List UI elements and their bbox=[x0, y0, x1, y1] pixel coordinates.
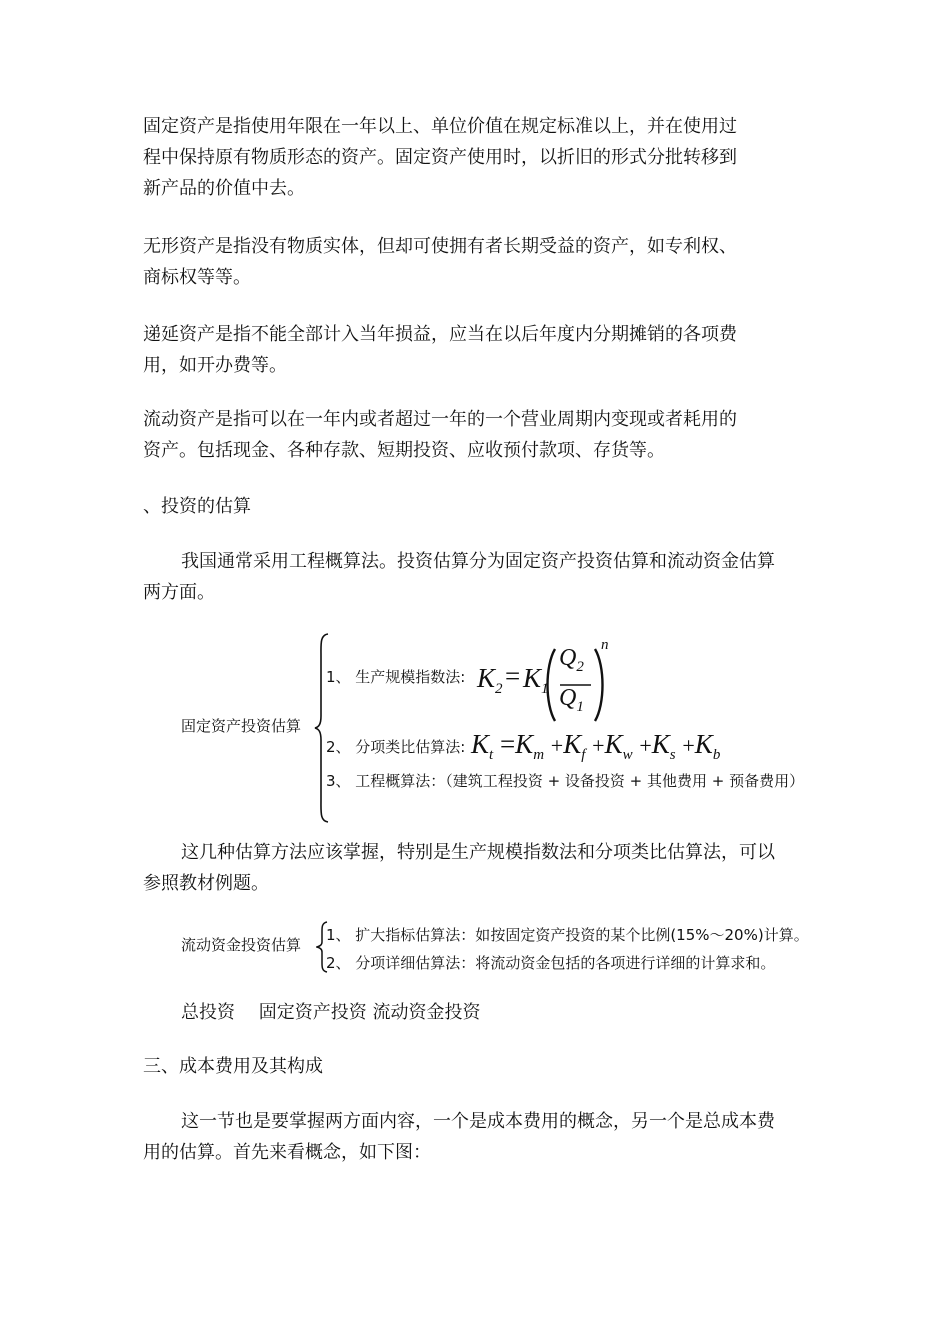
section-heading: 、投资的估算 bbox=[143, 496, 251, 517]
paragraph-line: 程中保持原有物质形态的资产。固定资产使用时，以折旧的形式分批转移到 bbox=[143, 147, 737, 168]
paragraph-line: 固定资产是指使用年限在一年以上、单位价值在规定标准以上，并在使用过 bbox=[143, 116, 737, 137]
total-investment-line: 总投资 固定资产投资 流动资金投资 bbox=[181, 1002, 481, 1023]
method-item-3: 3、 工程概算法：（建筑工程投资 + 设备投资 + 其他费用 + 预备费用） bbox=[326, 772, 805, 790]
section-heading: 三、成本费用及其构成 bbox=[143, 1056, 323, 1077]
paragraph-line: 我国通常采用工程概算法。投资估算分为固定资产投资估算和流动资金估算 bbox=[181, 551, 775, 572]
paragraph-line: 这几种估算方法应该掌握，特别是生产规模指数法和分项类比估算法，可以 bbox=[181, 842, 775, 863]
paragraph-line: 无形资产是指没有物质实体，但却可使拥有者长期受益的资产，如专利权、 bbox=[143, 236, 737, 257]
formula-q1: $Q_1$ bbox=[559, 685, 584, 715]
itemized-formula: $K_t =K_m +K_f +K_w +K_s +K_b$ bbox=[471, 729, 721, 763]
paragraph-line: 商标权等等。 bbox=[143, 267, 251, 288]
paragraph-line: 两方面。 bbox=[143, 582, 215, 603]
paragraph-line: 递延资产是指不能全部计入当年损益，应当在以后年度内分期摊销的各项费 bbox=[143, 324, 737, 345]
diagram-label: 流动资金投资估算 bbox=[181, 936, 302, 954]
formula-k2: $K_2$ bbox=[477, 663, 503, 697]
method-item-1: 1、 生产规模指数法: bbox=[326, 668, 466, 686]
formula-equals: = bbox=[505, 661, 521, 691]
paragraph-line: 用，如开办费等。 bbox=[143, 355, 287, 376]
paragraph-line: 资产。包括现金、各种存款、短期投资、应收预付款项、存货等。 bbox=[143, 440, 665, 461]
paragraph-line: 参照教材例题。 bbox=[143, 873, 269, 894]
diagram-label: 固定资产投资估算 bbox=[181, 717, 302, 735]
method-item-2: 2、 分项类比估算法: bbox=[326, 738, 466, 756]
left-brace-icon bbox=[314, 632, 330, 824]
paragraph-line: 流动资产是指可以在一年内或者超过一年的一个营业周期内变现或者耗用的 bbox=[143, 409, 737, 430]
paragraph-line: 用的估算。首先来看概念，如下图： bbox=[143, 1142, 431, 1163]
formula-k1: $K_1$ bbox=[523, 663, 549, 697]
formula-q2: $Q_2$ bbox=[559, 645, 584, 675]
formula-exponent: n bbox=[601, 637, 609, 653]
paragraph-line: 新产品的价值中去。 bbox=[143, 178, 305, 199]
method-item-2: 2、 分项详细估算法：将流动资金包括的各项进行详细的计算求和。 bbox=[326, 954, 776, 972]
method-item-1: 1、 扩大指标估算法：如按固定资产投资的某个比例(15%～20%)计算。 bbox=[326, 926, 809, 944]
paragraph-line: 这一节也是要掌握两方面内容，一个是成本费用的概念，另一个是总成本费 bbox=[181, 1111, 775, 1132]
